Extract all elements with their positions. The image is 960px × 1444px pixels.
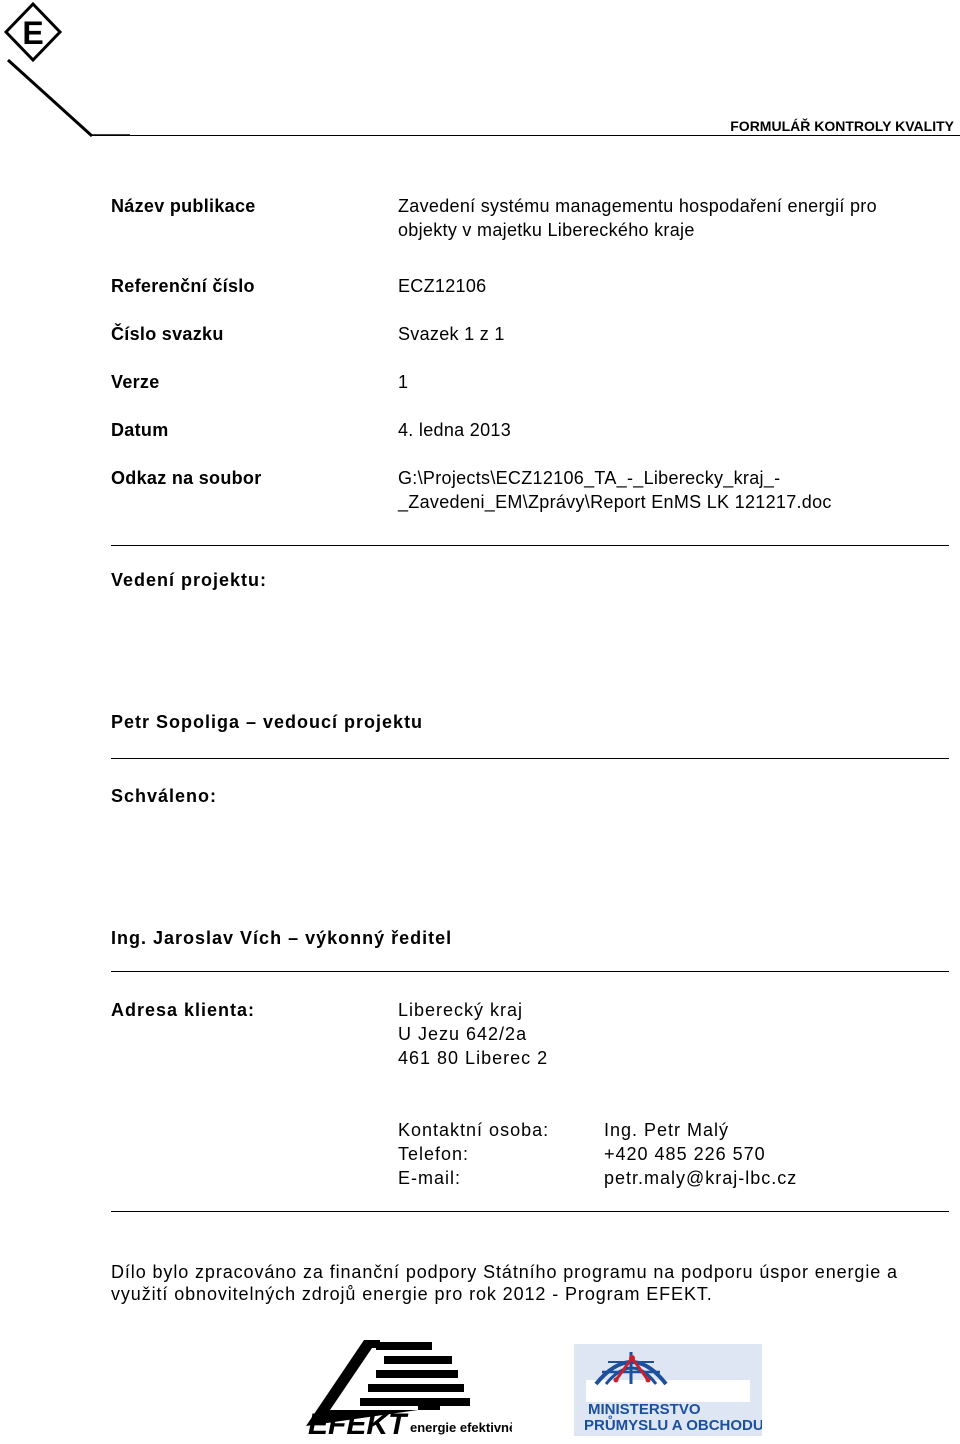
client-label: Adresa klienta:: [111, 1000, 256, 1020]
nazev-value: [398, 194, 877, 242]
mpo-line-1: MINISTERSTVO: [588, 1401, 701, 1418]
schvaleno-name: Ing. Jaroslav Vích – výkonný ředitel: [111, 928, 453, 948]
efekt-tagline: energie efektivně: [410, 1420, 512, 1435]
funding-note-line-1: Dílo bylo zpracováno za finanční podpory Státního programu na podporu úspor energie a: [111, 1262, 898, 1282]
nazev-line-1: Zavedení systému managementu hospodaření energií pro: [398, 196, 877, 216]
form-title: FORMULÁŘ KONTROLY KVALITY: [730, 118, 954, 134]
odkaz-value: [398, 466, 832, 514]
schvaleno-label: Schváleno:: [111, 786, 218, 806]
phone-value: +420 485 226 570: [604, 1144, 766, 1164]
corner-logo: [0, 0, 130, 140]
nazev-line-2: objekty v majetku Libereckého kraje: [398, 220, 695, 240]
mpo-logo: [574, 1344, 762, 1436]
email-label: E-mail:: [398, 1168, 462, 1188]
divider-4: [111, 1211, 949, 1212]
divider-3: [111, 971, 949, 972]
contact-person-value: Ing. Petr Malý: [604, 1120, 730, 1140]
divider-2: [111, 758, 949, 759]
phone-label: Telefon:: [398, 1144, 470, 1164]
address-line: 461 80 Liberec 2: [398, 1048, 549, 1068]
vedeni-name: Petr Sopoliga – vedoucí projektu: [111, 712, 424, 732]
efekt-logo: [300, 1338, 512, 1438]
header-rule: [90, 135, 960, 136]
address-line: U Jezu 642/2a: [398, 1024, 528, 1044]
client-address: [398, 998, 548, 1070]
corner-logo-letter: E: [22, 15, 44, 51]
odkaz-line-1: G:\Projects\ECZ12106_TA_-_Liberecky_kraj_-: [398, 468, 781, 488]
contact-person-label: Kontaktní osoba:: [398, 1120, 550, 1140]
verze-label: Verze: [111, 372, 160, 392]
divider-1: [111, 545, 949, 546]
ref-label: Referenční číslo: [111, 276, 255, 296]
efekt-wordmark: EFEKT: [308, 1408, 407, 1438]
svazek-value: Svazek 1 z 1: [398, 324, 505, 344]
odkaz-label: Odkaz na soubor: [111, 468, 262, 488]
contact-values: [604, 1118, 797, 1190]
funding-note-line-2: využití obnovitelných zdrojů energie pro rok 2012 - Program EFEKT.: [111, 1284, 713, 1304]
mpo-line-2: PRŮMYSLU A OBCHODU: [584, 1417, 762, 1434]
datum-value: 4. ledna 2013: [398, 420, 511, 440]
ref-value: ECZ12106: [398, 276, 487, 296]
address-line: Liberecký kraj: [398, 1000, 524, 1020]
odkaz-line-2: _Zavedeni_EM\Zprávy\Report EnMS LK 121217.doc: [398, 492, 832, 512]
vedeni-label: Vedení projektu:: [111, 570, 268, 590]
contact-labels: [398, 1118, 549, 1190]
nazev-label: Název publikace: [111, 196, 256, 216]
email-link[interactable]: petr.maly@kraj-lbc.cz: [604, 1168, 798, 1188]
svazek-label: Číslo svazku: [111, 324, 224, 344]
verze-value: 1: [398, 372, 409, 392]
funding-note: [111, 1261, 898, 1305]
datum-label: Datum: [111, 420, 169, 440]
